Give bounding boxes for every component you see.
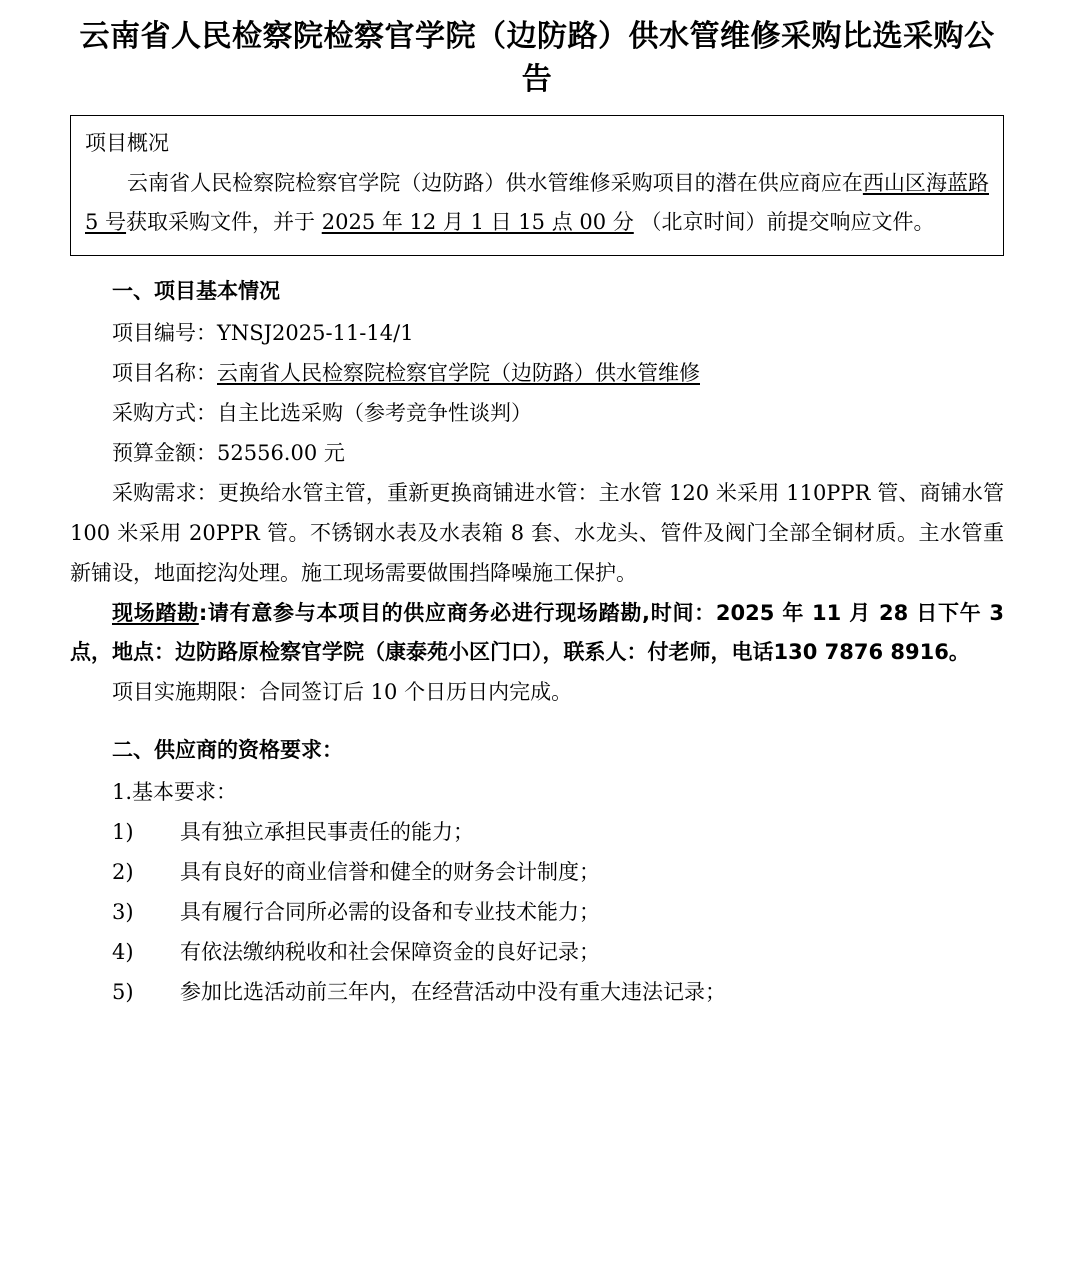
list-item-number: 3) [112, 899, 134, 924]
page-title: 云南省人民检察院检察官学院（边防路）供水管维修采购比选采购公告 [79, 19, 995, 97]
requirement-value: 更换给水管主管，重新更换商铺进水管：主水管 120 米采用 110PPR 管、商铺水管 100 米采用 20PPR 管。不锈钢水表及水表箱 8 套、水龙头、管件及阀门全部全铜材质。主水管重新铺设，地面挖沟处理。施工现场需要做围挡降噪施工保护。 [70, 480, 1005, 585]
site-survey-row [70, 594, 1004, 674]
list-item [70, 893, 1004, 933]
budget-value: 52556.00 元 [217, 440, 345, 465]
budget-label: 预算金额： [112, 440, 217, 465]
list-item-number: 2) [112, 859, 134, 884]
duration-label: 项目实施期限： [112, 680, 259, 705]
requirement-row [70, 474, 1004, 594]
list-item-text: 参加比选活动前三年内，在经营活动中没有重大违法记录； [180, 979, 726, 1004]
overview-text-part1: 云南省人民检察院检察官学院（边防路）供水管维修采购项目的潜在供应商应在 [127, 170, 863, 195]
section-2-sub-heading: 1.基本要求： [112, 780, 238, 805]
list-item-number: 1) [112, 819, 134, 844]
requirement-label: 采购需求： [112, 480, 218, 505]
site-survey-value: :请有意参与本项目的供应商务必进行现场踏勘,时间：2025 年 11 月 28 日下午 3 点，地点：边防路原检察官学院（康泰苑小区门口），联系人：付老师，电话130 7876 8916。 [70, 600, 1004, 665]
overview-body [85, 164, 989, 242]
list-item [70, 853, 1004, 893]
project-name-value: 云南省人民检察院检察官学院（边防路）供水管维修 [217, 361, 700, 386]
duration-value: 合同签订后 10 个日历日内完成。 [259, 680, 573, 705]
procurement-method-row [70, 394, 1004, 434]
project-overview-box [70, 115, 1004, 256]
list-item-number: 4) [112, 939, 134, 964]
project-number-row [70, 314, 1004, 354]
budget-row [70, 434, 1004, 474]
overview-location: 西山区海蓝路 5 号 [85, 170, 989, 234]
list-item-text: 具有履行合同所必需的设备和专业技术能力； [180, 899, 600, 924]
overview-text-part3: （北京时间）前提交响应文件。 [640, 209, 935, 234]
overview-deadline: 2025 年 12 月 1 日 15 点 00 分 [321, 209, 634, 234]
project-name-label: 项目名称： [112, 361, 217, 386]
list-item [70, 813, 1004, 853]
list-item [70, 933, 1004, 973]
section-1-heading: 一、项目基本情况 [112, 279, 280, 304]
list-item-text: 具有良好的商业信誉和健全的财务会计制度； [180, 859, 600, 884]
overview-text-part2: 获取采购文件，并于 [126, 209, 316, 234]
list-item-number: 5) [112, 979, 134, 1004]
list-item [70, 973, 1004, 1013]
duration-row [70, 673, 1004, 713]
list-item-text: 有依法缴纳税收和社会保障资金的良好记录； [180, 939, 600, 964]
project-name-row [70, 354, 1004, 394]
overview-heading: 项目概况 [85, 131, 169, 156]
procurement-method-value: 自主比选采购（参考竞争性谈判） [217, 401, 532, 426]
list-item-text: 具有独立承担民事责任的能力； [180, 819, 474, 844]
section-spacer [70, 713, 1004, 721]
project-number-label: 项目编号： [112, 321, 217, 346]
site-survey-label: 现场踏勘 [112, 600, 199, 625]
procurement-method-label: 采购方式： [112, 401, 217, 426]
project-number-value: YNSJ2025-11-14/1 [217, 321, 414, 346]
section-2-heading: 二、供应商的资格要求： [112, 738, 343, 763]
